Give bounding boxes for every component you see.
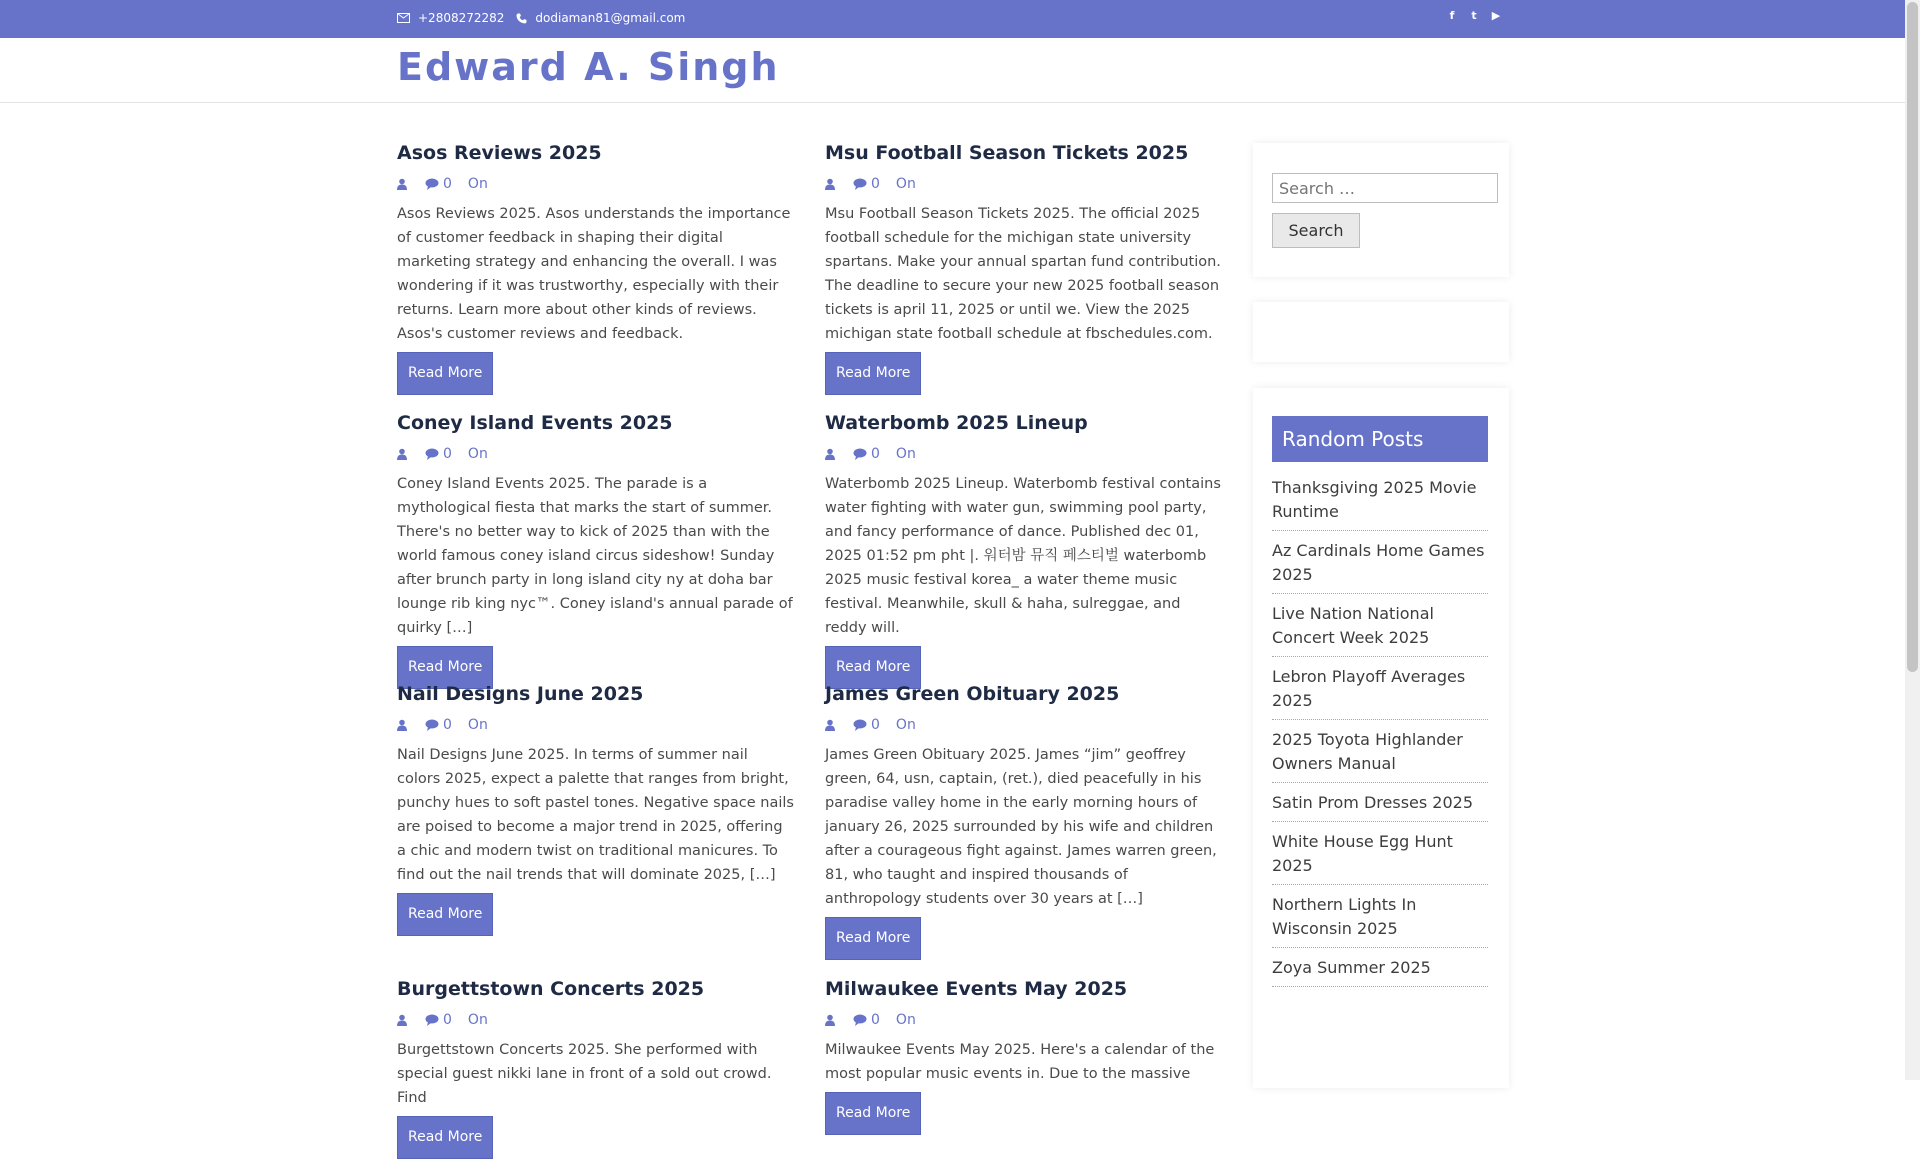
empty-widget [1253, 302, 1509, 362]
author-icon[interactable] [397, 719, 407, 731]
post-card [825, 681, 1223, 960]
post-title[interactable]: James Green Obituary 2025 [825, 683, 1120, 705]
post-excerpt: Coney Island Events 2025. The parade is a mythological fiesta that marks the start of summer. There's no better way to kick of 2025 than with the world famous coney island circus sideshow! Sunday after brunch party in long island city ny at doha bar lounge rib king nyc™. Coney island's annual parade of quirky […] [397, 476, 793, 636]
phone-icon [516, 13, 527, 24]
post-meta [397, 444, 795, 464]
comment-count[interactable]: 0 [443, 1012, 452, 1028]
facebook-icon[interactable]: f [1449, 8, 1455, 22]
post-excerpt: Asos Reviews 2025. Asos understands the importance of customer feedback in shaping their digital marketing strategy and enhancing the overall. I was wondering if it was trustworthy, especially with their returns. Learn more about other kinds of reviews. Asos's customer reviews and feedback. [397, 206, 791, 342]
comment-icon [425, 1014, 439, 1026]
random-post-link[interactable]: Zoya Summer 2025 [1272, 948, 1488, 987]
social-links [1445, 8, 1503, 22]
read-more-button[interactable]: Read More [397, 646, 493, 689]
random-post-link[interactable]: White House Egg Hunt 2025 [1272, 822, 1488, 885]
post-meta [825, 444, 1223, 464]
random-post-link[interactable]: Live Nation National Concert Week 2025 [1272, 594, 1488, 657]
author-icon[interactable] [825, 178, 835, 190]
post-date-label[interactable]: On [467, 176, 488, 192]
post-card [825, 410, 1223, 689]
post-date-label[interactable]: On [895, 446, 916, 462]
site-header [0, 38, 1905, 103]
random-post-link[interactable]: Lebron Playoff Averages 2025 [1272, 657, 1488, 720]
random-post-link[interactable]: Thanksgiving 2025 Movie Runtime [1272, 468, 1488, 531]
post-date-label[interactable]: On [895, 176, 916, 192]
email-text: dodiaman81@gmail.com [535, 11, 686, 25]
random-post-link[interactable]: Satin Prom Dresses 2025 [1272, 783, 1488, 822]
read-more-button[interactable]: Read More [825, 352, 921, 395]
search-input[interactable] [1272, 173, 1498, 203]
read-more-button[interactable]: Read More [825, 917, 921, 960]
random-posts-heading: Random Posts [1272, 416, 1488, 462]
post-meta [397, 174, 795, 194]
post-title[interactable]: Coney Island Events 2025 [397, 412, 673, 434]
comment-icon [853, 448, 867, 460]
post-title[interactable]: Burgettstown Concerts 2025 [397, 978, 705, 1000]
twitter-icon[interactable]: t [1471, 8, 1477, 22]
post-excerpt: Nail Designs June 2025. In terms of summer nail colors 2025, expect a palette that ranges from bright, punchy hues to soft pastel tones. Negative space nails are poised to become a major trend in 2025, offering a chic and modern twist on traditional manicures. To find out the nail trends that will dominate 2025, […] [397, 747, 794, 883]
author-icon[interactable] [397, 1014, 407, 1026]
post-meta [397, 715, 795, 735]
post-title[interactable]: Waterbomb 2025 Lineup [825, 412, 1088, 434]
read-more-button[interactable]: Read More [825, 1092, 921, 1135]
comment-count[interactable]: 0 [443, 446, 452, 462]
post-card [825, 140, 1223, 395]
post-title[interactable]: Milwaukee Events May 2025 [825, 978, 1128, 1000]
post-excerpt: James Green Obituary 2025. James “jim” geoffrey green, 64, usn, captain, (ret.), died peacefully in his paradise valley home in the early morning hours of january 26, 2025 surrounded by his wife and children after a courageous fight against. James warren green, 81, who taught and inspired thousands of anthropology students over 30 years at […] [825, 747, 1217, 907]
post-card [397, 140, 795, 395]
post-date-label[interactable]: On [467, 1012, 488, 1028]
comment-count[interactable]: 0 [443, 717, 452, 733]
comment-icon [425, 719, 439, 731]
comment-count[interactable]: 0 [871, 446, 880, 462]
random-post-link[interactable]: Northern Lights In Wisconsin 2025 [1272, 885, 1488, 948]
author-icon[interactable] [397, 178, 407, 190]
comment-count[interactable]: 0 [871, 717, 880, 733]
phone-text: +2808272282 [418, 11, 505, 25]
post-card [397, 976, 795, 1159]
comment-count[interactable]: 0 [871, 1012, 880, 1028]
post-meta [397, 1010, 795, 1030]
comment-icon [425, 178, 439, 190]
author-icon[interactable] [825, 719, 835, 731]
post-card [397, 410, 795, 689]
post-date-label[interactable]: On [467, 446, 488, 462]
search-button[interactable]: Search [1272, 213, 1360, 248]
scrollbar-thumb[interactable] [1907, 2, 1918, 672]
post-title[interactable]: Nail Designs June 2025 [397, 683, 644, 705]
author-icon[interactable] [397, 448, 407, 460]
post-date-label[interactable]: On [467, 717, 488, 733]
search-widget [1253, 143, 1509, 277]
random-post-link[interactable]: 2025 Toyota Highlander Owners Manual [1272, 720, 1488, 783]
author-icon[interactable] [825, 1014, 835, 1026]
post-date-label[interactable]: On [895, 717, 916, 733]
author-icon[interactable] [825, 448, 835, 460]
post-title[interactable]: Asos Reviews 2025 [397, 142, 602, 164]
youtube-icon[interactable]: ▶ [1491, 8, 1501, 22]
post-card [825, 976, 1223, 1135]
post-meta [825, 715, 1223, 735]
post-excerpt: Msu Football Season Tickets 2025. The official 2025 football schedule for the michigan state university spartans. Make your annual spartan fund contribution. The deadline to secure your new 2025 football season tickets is april 11, 2025 or until we. View the 2025 michigan state football schedule at fbschedules.com. [825, 206, 1221, 342]
post-excerpt: Burgettstown Concerts 2025. She performed with special guest nikki lane in front of a sold out crowd. Find [397, 1042, 772, 1106]
random-post-link[interactable]: Az Cardinals Home Games 2025 [1272, 531, 1488, 594]
random-posts-list [1272, 468, 1488, 987]
email-icon [397, 13, 410, 23]
post-date-label[interactable]: On [895, 1012, 916, 1028]
read-more-button[interactable]: Read More [825, 646, 921, 689]
site-title[interactable]: Edward A. Singh [397, 45, 780, 89]
random-posts-widget [1253, 388, 1509, 1088]
read-more-button[interactable]: Read More [397, 893, 493, 936]
post-title[interactable]: Msu Football Season Tickets 2025 [825, 142, 1189, 164]
read-more-button[interactable]: Read More [397, 1116, 493, 1159]
post-excerpt: Milwaukee Events May 2025. Here's a calendar of the most popular music events in. Due to the massive [825, 1042, 1215, 1082]
contact-info [397, 11, 685, 25]
comment-icon [853, 178, 867, 190]
comment-icon [853, 1014, 867, 1026]
top-bar [0, 0, 1905, 38]
comment-count[interactable]: 0 [443, 176, 452, 192]
post-meta [825, 174, 1223, 194]
post-card [397, 681, 795, 936]
comment-icon [425, 448, 439, 460]
comment-icon [853, 719, 867, 731]
page-scrollbar[interactable] [1905, 0, 1920, 1080]
post-excerpt: Waterbomb 2025 Lineup. Waterbomb festival contains water fighting with water gun, swimming pool party, and fancy performance of dance. Published dec 01, 2025 01:52 pm pht |. 워터밤 뮤직 페스티벌 waterbomb 2025 music festival korea_ a water theme music festival. Meanwhile, skull & haha, sulreggae, and reddy will. [825, 476, 1221, 636]
post-meta [825, 1010, 1223, 1030]
read-more-button[interactable]: Read More [397, 352, 493, 395]
comment-count[interactable]: 0 [871, 176, 880, 192]
